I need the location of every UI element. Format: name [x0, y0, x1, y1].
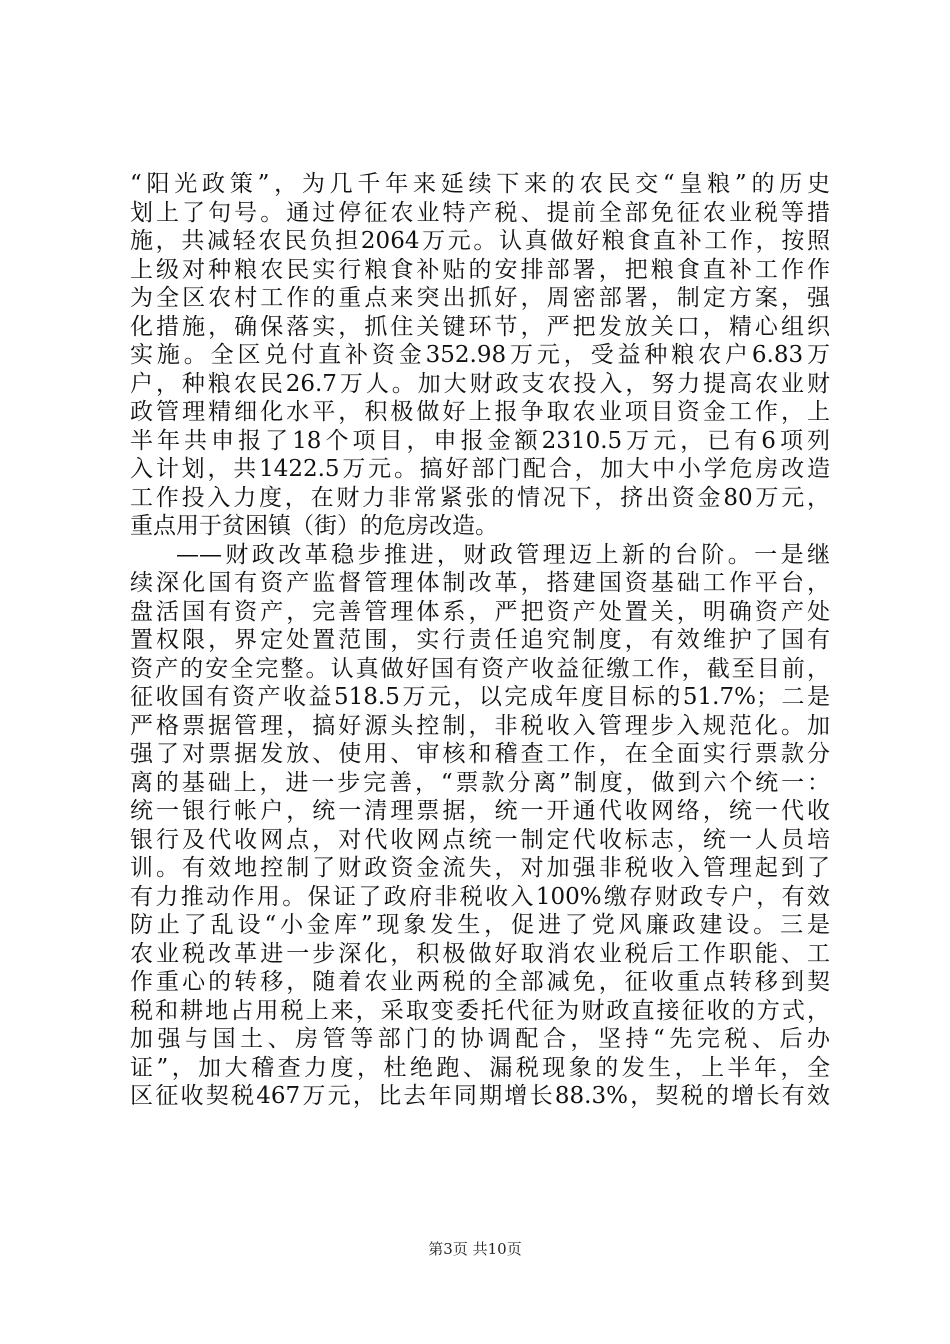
text-line: 离的基础上，进一步完善，“票款分离”制度，做到六个统一： [130, 769, 830, 796]
paragraph-2 [130, 541, 830, 1111]
text-line: 化措施，确保落实，抓住关键环节，严把发放关口，精心组织 [130, 313, 830, 340]
text-line: 统一银行帐户，统一清理票据，统一开通代收网络，统一代收 [130, 798, 830, 824]
text-line: 施，共减轻农民负担2064万元。认真做好粮食直补工作，按照 [130, 228, 830, 254]
text-line: 征收国有资产收益518.5万元，以完成年度目标的51.7%；二是 [130, 684, 830, 710]
text-line: 半年共申报了18个项目，申报金额2310.5万元，已有6项列 [130, 427, 830, 454]
text-line: 税和耕地占用税上来，采取变委托代征为财政直接征收的方式， [130, 997, 830, 1024]
text-line: 资产的安全完整。认真做好国有资产收益征缴工作，截至目前， [130, 655, 830, 682]
text-line: 上级对种粮农民实行粮食补贴的安排部署，把粮食直补工作作 [130, 256, 830, 283]
text-line: 防止了乱设“小金库”现象发生，促进了党风廉政建设。三是 [130, 912, 830, 938]
text-line: 加强与国土、房管等部门的协调配合，坚持“先完税、后办 [130, 1026, 830, 1052]
page-number: 第3页 共10页 [428, 1240, 522, 1258]
text-line: 为全区农村工作的重点来突出抓好，周密部署，制定方案，强 [130, 285, 830, 311]
text-line: 强了对票据发放、使用、审核和稽查工作，在全面实行票款分 [130, 741, 830, 767]
document-body [130, 170, 830, 1111]
text-line: “阳光政策”，为几千年来延续下来的农民交“皇粮”的历史 [130, 171, 830, 197]
text-line: 重点用于贫困镇（街）的危房改造。 [130, 513, 498, 539]
text-line: 划上了句号。通过停征农业特产税、提前全部免征农业税等措 [130, 199, 830, 226]
text-line: 政管理精细化水平，积极做好上报争取农业项目资金工作，上 [130, 399, 830, 425]
text-line: 农业税改革进一步深化，积极做好取消农业税后工作职能、工 [130, 940, 830, 967]
text-line: 银行及代收网点，对代收网点统一制定代收标志，统一人员培 [130, 826, 830, 853]
text-line: 续深化国有资产监督管理体制改革，搭建国资基础工作平台， [130, 570, 830, 596]
text-line: 实施。全区兑付直补资金352.98万元，受益种粮农户6.83万 [130, 342, 830, 368]
text-line: 作重心的转移，随着农业两税的全部减免，征收重点转移到契 [130, 969, 830, 995]
paragraph-1 [130, 170, 830, 541]
text-line: 工作投入力度，在财力非常紧张的情况下，挤出资金80万元， [130, 484, 830, 511]
text-line: 证”，加大稽查力度，杜绝跑、漏税现象的发生，上半年，全 [130, 1054, 830, 1081]
text-line: 入计划，共1422.5万元。搞好部门配合，加大中小学危房改造 [130, 456, 830, 482]
text-line: 区征收契税467万元，比去年同期增长88.3%，契税的增长有效 [130, 1083, 830, 1109]
text-line: ——财政改革稳步推进，财政管理迈上新的台阶。一是继 [176, 541, 830, 568]
text-line: 置权限，界定处置范围，实行责任追究制度，有效维护了国有 [130, 627, 830, 653]
text-line: 严格票据管理，搞好源头控制，非税收入管理步入规范化。加 [130, 712, 830, 739]
text-line: 户，种粮农民26.7万人。加大财政支农投入，努力提高农业财 [130, 370, 830, 397]
text-line: 有力推动作用。保证了政府非税收入100%缴存财政专户，有效 [130, 883, 830, 910]
text-line: 训。有效地控制了财政资金流失，对加强非税收入管理起到了 [130, 855, 830, 881]
text-line: 盘活国有资产，完善管理体系，严把资产处置关，明确资产处 [130, 598, 830, 625]
